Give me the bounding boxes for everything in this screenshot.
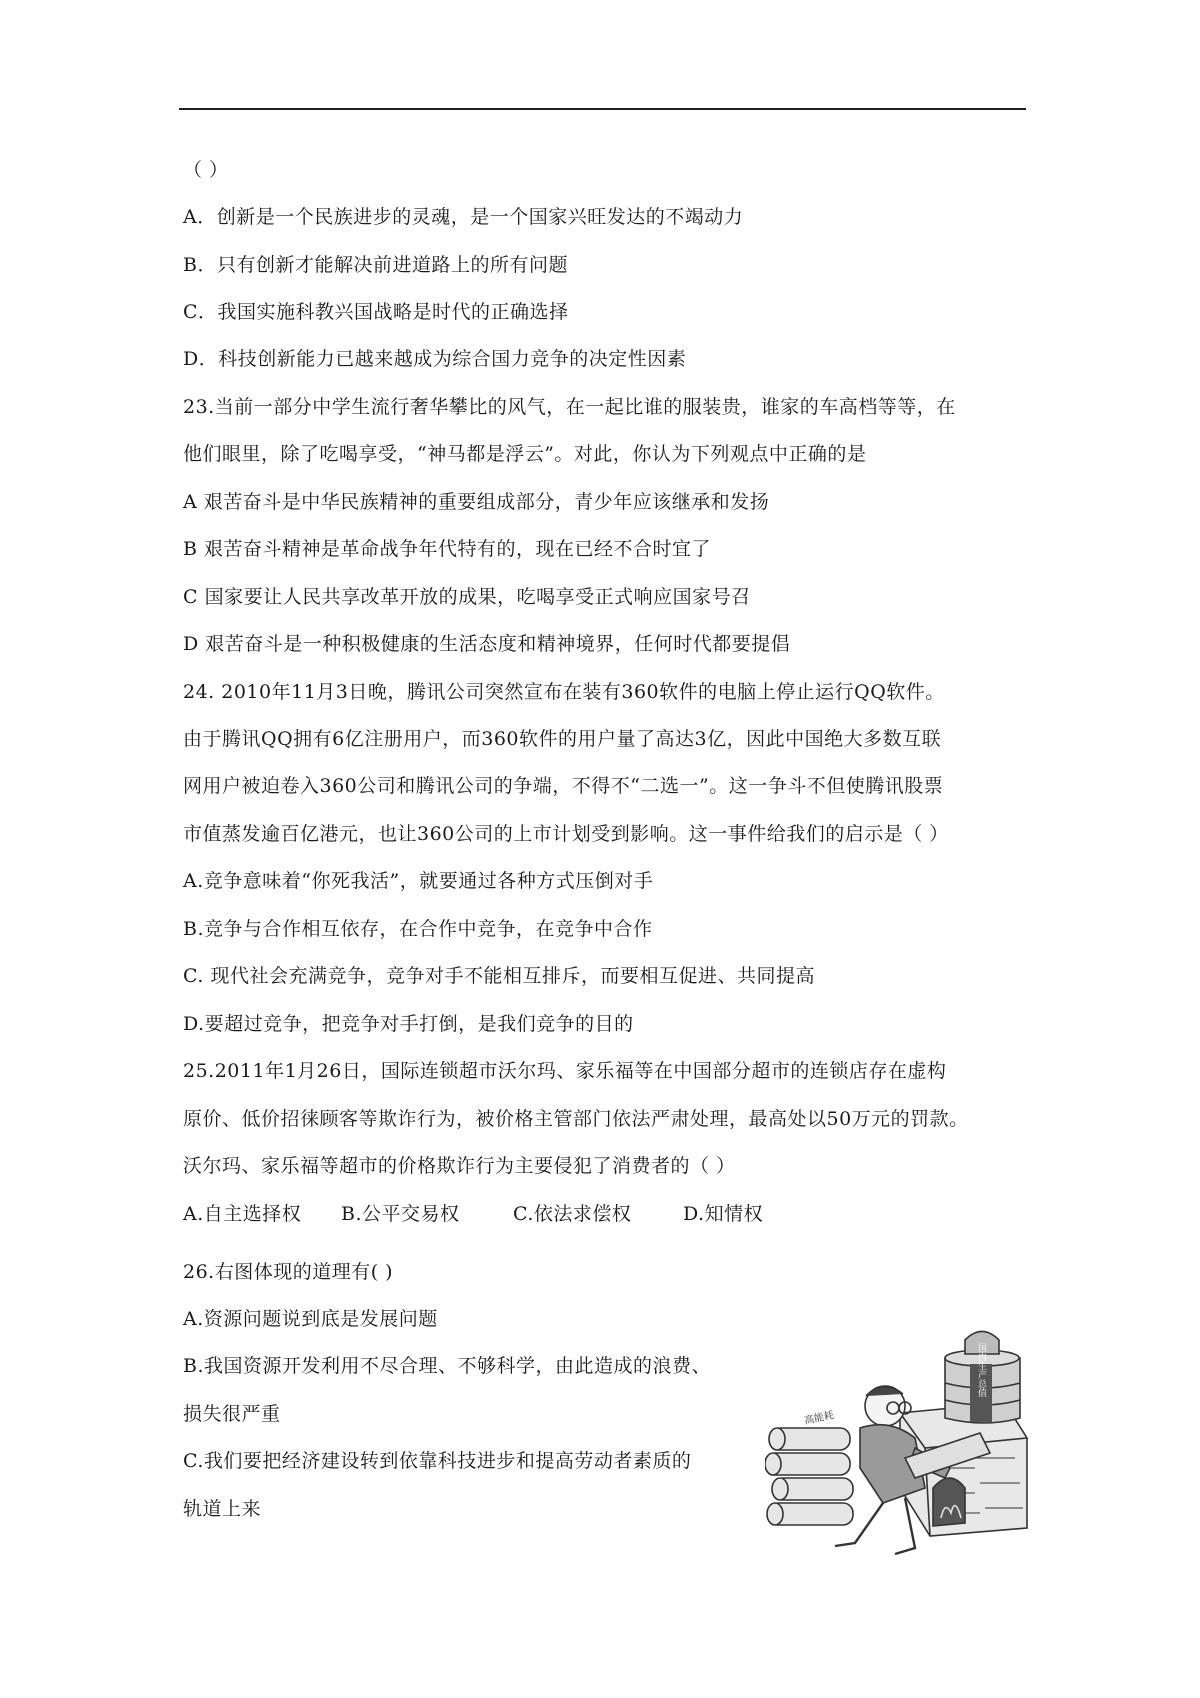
cartoon-figure <box>765 1318 1030 1562</box>
q26-option-a: A.资源问题说到底是发展问题 <box>183 1308 438 1330</box>
q22-option-b: B．只有创新才能解决前进道路上的所有问题 <box>183 254 568 276</box>
q22-option-c: C．我国实施科教兴国战略是时代的正确选择 <box>183 301 569 323</box>
q25-option-d: D.知情权 <box>683 1203 764 1225</box>
q26-stem: 26.右图体现的道理有( ) <box>183 1261 394 1283</box>
pot-label: 国内生产总值 <box>976 1343 986 1397</box>
q22-option-a: A．创新是一个民族进步的灵魂，是一个国家兴旺发达的不竭动力 <box>183 206 744 228</box>
q26-option-b-line-2: 损失很严重 <box>183 1403 281 1425</box>
q26-option-c-line-1: C.我们要把经济建设转到依靠科技进步和提高劳动者素质的 <box>183 1450 692 1472</box>
q25-option-c: C.依法求偿权 <box>513 1203 632 1225</box>
log-pile <box>765 1428 853 1525</box>
q24-option-a: A.竞争意味着“你死我活”，就要通过各种方式压倒对手 <box>183 870 654 892</box>
q23-stem-line-1: 23.当前一部分中学生流行奢华攀比的风气，在一起比谁的服装贵，谁家的车高档等等，在 <box>183 396 956 418</box>
q25-stem-line-1: 25.2011年1月26日，国际连锁超市沃尔玛、家乐福等在中国部分超市的连锁店存在虚构 <box>183 1060 947 1082</box>
q25-options-row <box>183 1201 763 1227</box>
q23-option-b: B 艰苦奋斗精神是革命战争年代特有的，现在已经不合时宜了 <box>183 538 712 560</box>
q24-stem-line-1: 24. 2010年11月3日晚，腾讯公司突然宣布在装有360软件的电脑上停止运行QQ软件。 <box>183 681 945 703</box>
q23-option-d: D 艰苦奋斗是一种积极健康的生活态度和精神境界，任何时代都要提倡 <box>183 633 791 655</box>
log-label: 高能耗 <box>803 1409 835 1427</box>
q23-option-c: C 国家要让人民共享改革开放的成果，吃喝享受正式响应国家号召 <box>183 586 751 608</box>
q22-answer-bracket: （ ） <box>183 159 229 181</box>
q25-option-b: B.公平交易权 <box>341 1203 460 1225</box>
q23-option-a: A 艰苦奋斗是中华民族精神的重要组成部分，青少年应该继承和发扬 <box>183 491 770 513</box>
q24-option-b: B.竞争与合作相互依存，在合作中竞争，在竞争中合作 <box>183 918 653 940</box>
q24-stem-line-3: 网用户被迫卷入360公司和腾讯公司的争端，不得不“二选一”。这一争斗不但使腾讯股票 <box>183 775 944 797</box>
q23-stem-line-2: 他们眼里，除了吃喝享受，“神马都是浮云”。对此，你认为下列观点中正确的是 <box>183 443 867 465</box>
q25-stem-line-3: 沃尔玛、家乐福等超市的价格欺诈行为主要侵犯了消费者的（ ） <box>183 1155 736 1177</box>
q24-stem-line-2: 由于腾讯QQ拥有6亿注册用户，而360软件的用户量了高达3亿，因此中国绝大多数互联 <box>183 728 942 750</box>
q26-option-b-line-1: B.我国资源开发利用不尽合理、不够科学，由此造成的浪费、 <box>183 1355 712 1377</box>
q24-option-c: C. 现代社会充满竞争，竞争对手不能相互排斥，而要相互促进、共同提高 <box>183 965 815 987</box>
q25-option-a: A.自主选择权 <box>183 1203 302 1225</box>
q24-stem-line-4: 市值蒸发逾百亿港元，也让360公司的上市计划受到影响。这一事件给我们的启示是（ ） <box>183 823 949 845</box>
q25-stem-line-2: 原价、低价招徕顾客等欺诈行为，被价格主管部门依法严肃处理，最高处以50万元的罚款。 <box>183 1108 969 1130</box>
q26-option-c-line-2: 轨道上来 <box>183 1498 262 1520</box>
q24-option-d: D.要超过竞争，把竞争对手打倒，是我们竞争的目的 <box>183 1013 634 1035</box>
header-rule <box>179 108 1026 110</box>
q22-option-d: D．科技创新能力已越来越成为综合国力竞争的决定性因素 <box>183 348 687 370</box>
